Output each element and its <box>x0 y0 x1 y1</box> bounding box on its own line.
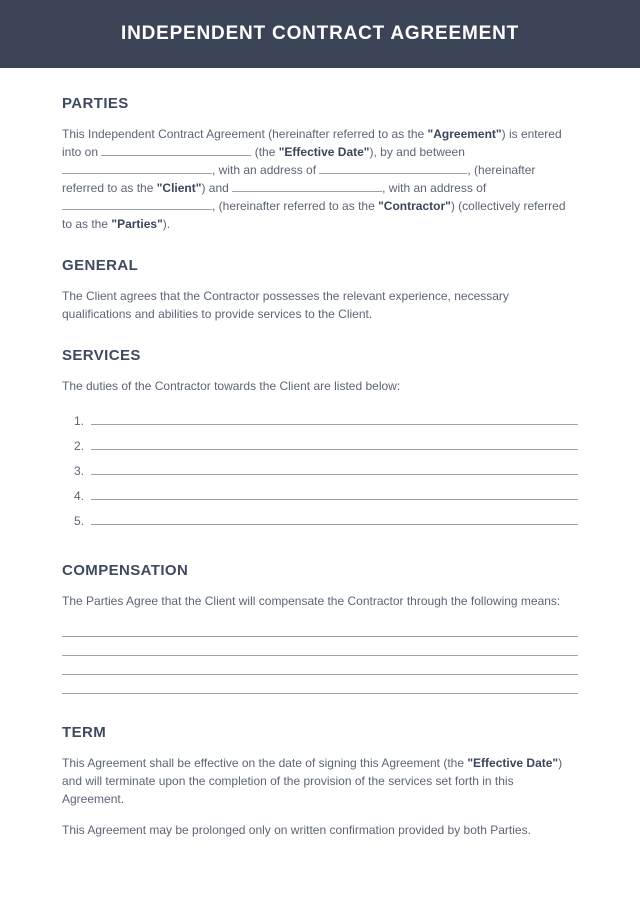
fill-in-line <box>62 637 578 656</box>
term-paragraph-1: This Agreement shall be effective on the date of signing this Agreement (the "Effective Date") and will terminate upon the completion of the provision of the services set forth in this Agreement. <box>62 756 563 806</box>
term-paragraph-2: This Agreement may be prolonged only on written confirmation provided by both Parties. <box>62 823 531 837</box>
section-parties <box>62 95 578 233</box>
document-header <box>0 0 640 68</box>
general-heading: GENERAL <box>62 257 139 274</box>
section-term <box>62 724 578 839</box>
fill-in-blank <box>232 182 382 192</box>
services-intro: The duties of the Contractor towards the Client are listed below: <box>62 379 401 393</box>
fill-in-line <box>62 656 578 675</box>
list-number: 4. <box>73 489 84 503</box>
fill-in-blank <box>62 164 212 174</box>
list-number: 1. <box>73 414 84 428</box>
defined-term: "Effective Date" <box>467 756 559 770</box>
services-heading: SERVICES <box>62 347 141 364</box>
service-duty-row <box>62 478 578 503</box>
defined-term: "Contractor" <box>378 199 451 213</box>
service-duty-row <box>62 503 578 528</box>
parties-paragraph: This Independent Contract Agreement (hereinafter referred to as the "Agreement") is entered into on (the "Effective Date"), by and between , with an address of , (hereinafter referred to as the "Client") and , with an address of , (hereinafter referred to as the "Contractor") (collectively referred to as the "Parties"). <box>62 127 566 231</box>
list-number: 3. <box>73 464 84 478</box>
compensation-blank-lines <box>62 618 578 694</box>
defined-term: "Effective Date" <box>278 145 370 159</box>
compensation-paragraph: The Parties Agree that the Client will compensate the Contractor through the following means: <box>62 594 561 608</box>
fill-in-blank <box>62 200 212 210</box>
document-title: INDEPENDENT CONTRACT AGREEMENT <box>120 23 520 44</box>
service-duty-row <box>62 453 578 478</box>
section-compensation <box>62 562 578 694</box>
general-paragraph: The Client agrees that the Contractor possesses the relevant experience, necessary qualifications and abilities to provide services to the Client. <box>62 289 509 321</box>
list-number: 5. <box>73 514 84 528</box>
services-list <box>62 403 578 528</box>
section-general <box>62 257 578 323</box>
fill-in-line <box>62 618 578 637</box>
term-heading: TERM <box>62 724 107 741</box>
fill-in-line <box>62 675 578 694</box>
defined-term: "Client" <box>156 181 202 195</box>
section-services <box>62 347 578 528</box>
compensation-heading: COMPENSATION <box>62 562 189 579</box>
fill-in-line <box>91 424 578 425</box>
list-number: 2. <box>73 439 84 453</box>
fill-in-line <box>91 474 578 475</box>
parties-heading: PARTIES <box>62 95 129 112</box>
fill-in-line <box>91 524 578 525</box>
service-duty-row <box>62 403 578 428</box>
document-body <box>0 95 640 839</box>
fill-in-line <box>91 499 578 500</box>
fill-in-blank <box>101 146 251 156</box>
defined-term: "Parties" <box>111 217 163 231</box>
service-duty-row <box>62 428 578 453</box>
fill-in-blank <box>319 164 467 174</box>
defined-term: "Agreement" <box>427 127 502 141</box>
fill-in-line <box>91 449 578 450</box>
